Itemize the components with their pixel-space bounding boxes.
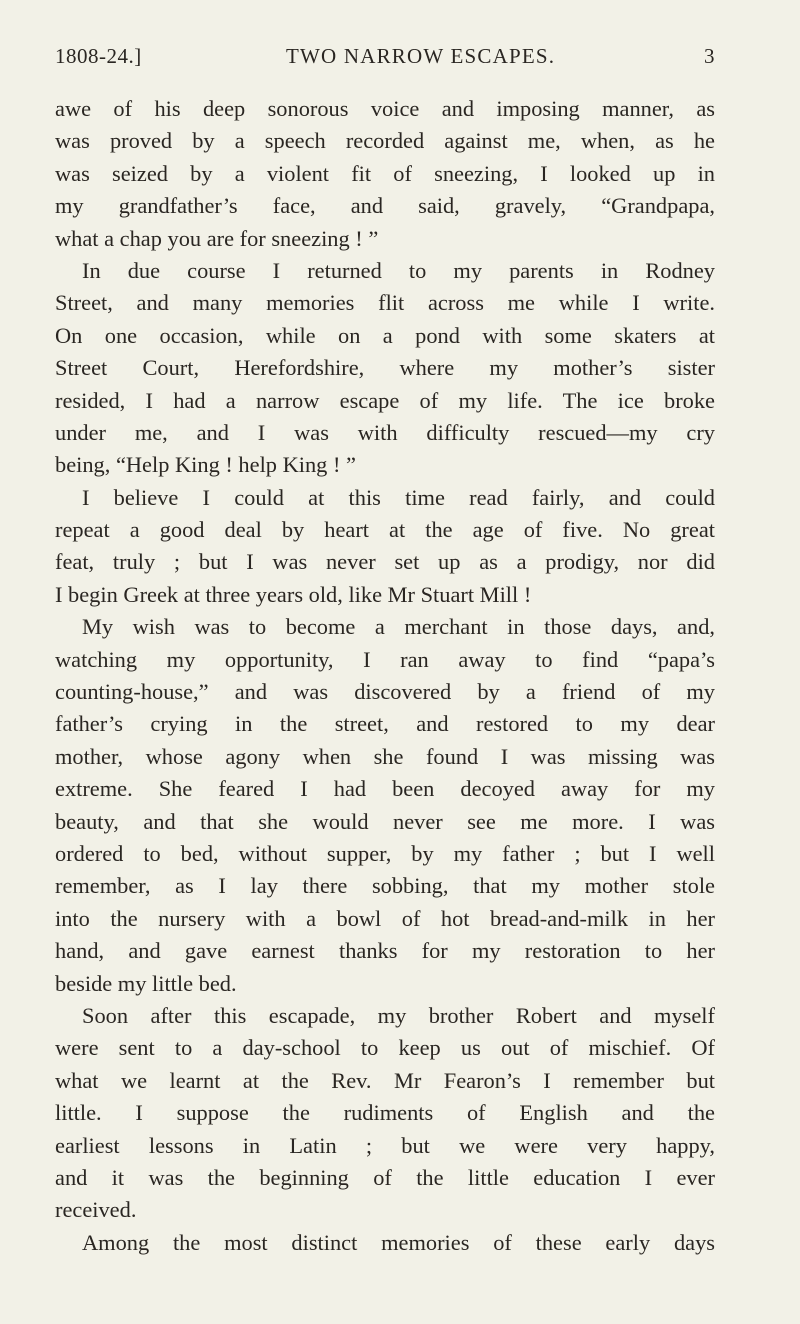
text-line: awe of his deep sonorous voice and imposing manner, as: [55, 96, 715, 121]
running-header: [55, 44, 715, 78]
text-line: Street, and many memories flit across me while I write.: [55, 290, 715, 316]
text-line: Soon after this escapade, my brother Robert and myself: [82, 1002, 715, 1028]
text-line: beauty, and that she would never see me more. I was: [55, 808, 715, 834]
text-line: earliest lessons in Latin ; but we were very happy,: [55, 1132, 715, 1158]
text-line: beside my little bed.: [55, 970, 237, 996]
text-line: counting-house,” and was discovered by a friend of my: [55, 679, 715, 705]
text-line: my grandfather’s face, and said, gravely, “Grandpapa,: [55, 193, 715, 219]
text-line: into the nursery with a bowl of hot bread-and-milk in her: [55, 905, 715, 931]
text-line: mother, whose agony when she found I was missing was: [55, 743, 715, 769]
text-line: what a chap you are for sneezing ! ”: [55, 225, 379, 251]
text-line: Street Court, Herefordshire, where my mother’s sister: [55, 355, 715, 381]
text-line: In due course I returned to my parents in Rodney: [82, 257, 715, 283]
header-chapter-title: TWO NARROW ESCAPES.: [286, 44, 556, 68]
text-line: extreme. She feared I had been decoyed away for my: [55, 776, 715, 802]
text-line: I believe I could at this time read fairly, and could: [82, 484, 715, 510]
text-line: I begin Greek at three years old, like Mr Stuart Mill !: [55, 581, 532, 607]
text-line: was seized by a violent fit of sneezing, I looked up in: [55, 160, 715, 186]
text-line: and it was the beginning of the little education I ever: [55, 1164, 715, 1190]
text-line: feat, truly ; but I was never set up as a prodigy, nor did: [55, 549, 715, 575]
text-line: resided, I had a narrow escape of my life. The ice broke: [55, 387, 715, 413]
text-line: repeat a good deal by heart at the age of five. No great: [55, 517, 715, 543]
text-line: were sent to a day-school to keep us out of mischief. Of: [55, 1035, 715, 1061]
text-line: watching my opportunity, I ran away to find “papa’s: [55, 646, 715, 672]
text-line: what we learnt at the Rev. Mr Fearon’s I remember but: [55, 1067, 715, 1093]
text-line: On one occasion, while on a pond with some skaters at: [55, 322, 715, 348]
text-line: father’s crying in the street, and restored to my dear: [55, 711, 715, 737]
text-line: My wish was to become a merchant in those days, and,: [82, 614, 715, 640]
text-line: under me, and I was with difficulty rescued—my cry: [55, 419, 715, 445]
text-line: received.: [55, 1197, 137, 1223]
text-line: being, “Help King ! help King ! ”: [55, 452, 356, 478]
text-line: ordered to bed, without supper, by my father ; but I well: [55, 840, 715, 866]
header-date-range: 1808-24.]: [55, 44, 142, 68]
text-line: little. I suppose the rudiments of English and the: [55, 1100, 715, 1126]
text-line: Among the most distinct memories of these early days: [82, 1229, 715, 1255]
text-line: remember, as I lay there sobbing, that my mother stole: [55, 873, 715, 899]
body-text: [55, 93, 715, 1259]
page-number: 3: [704, 44, 715, 68]
text-line: was proved by a speech recorded against me, when, as he: [55, 128, 715, 154]
text-line: hand, and gave earnest thanks for my restoration to her: [55, 938, 715, 964]
